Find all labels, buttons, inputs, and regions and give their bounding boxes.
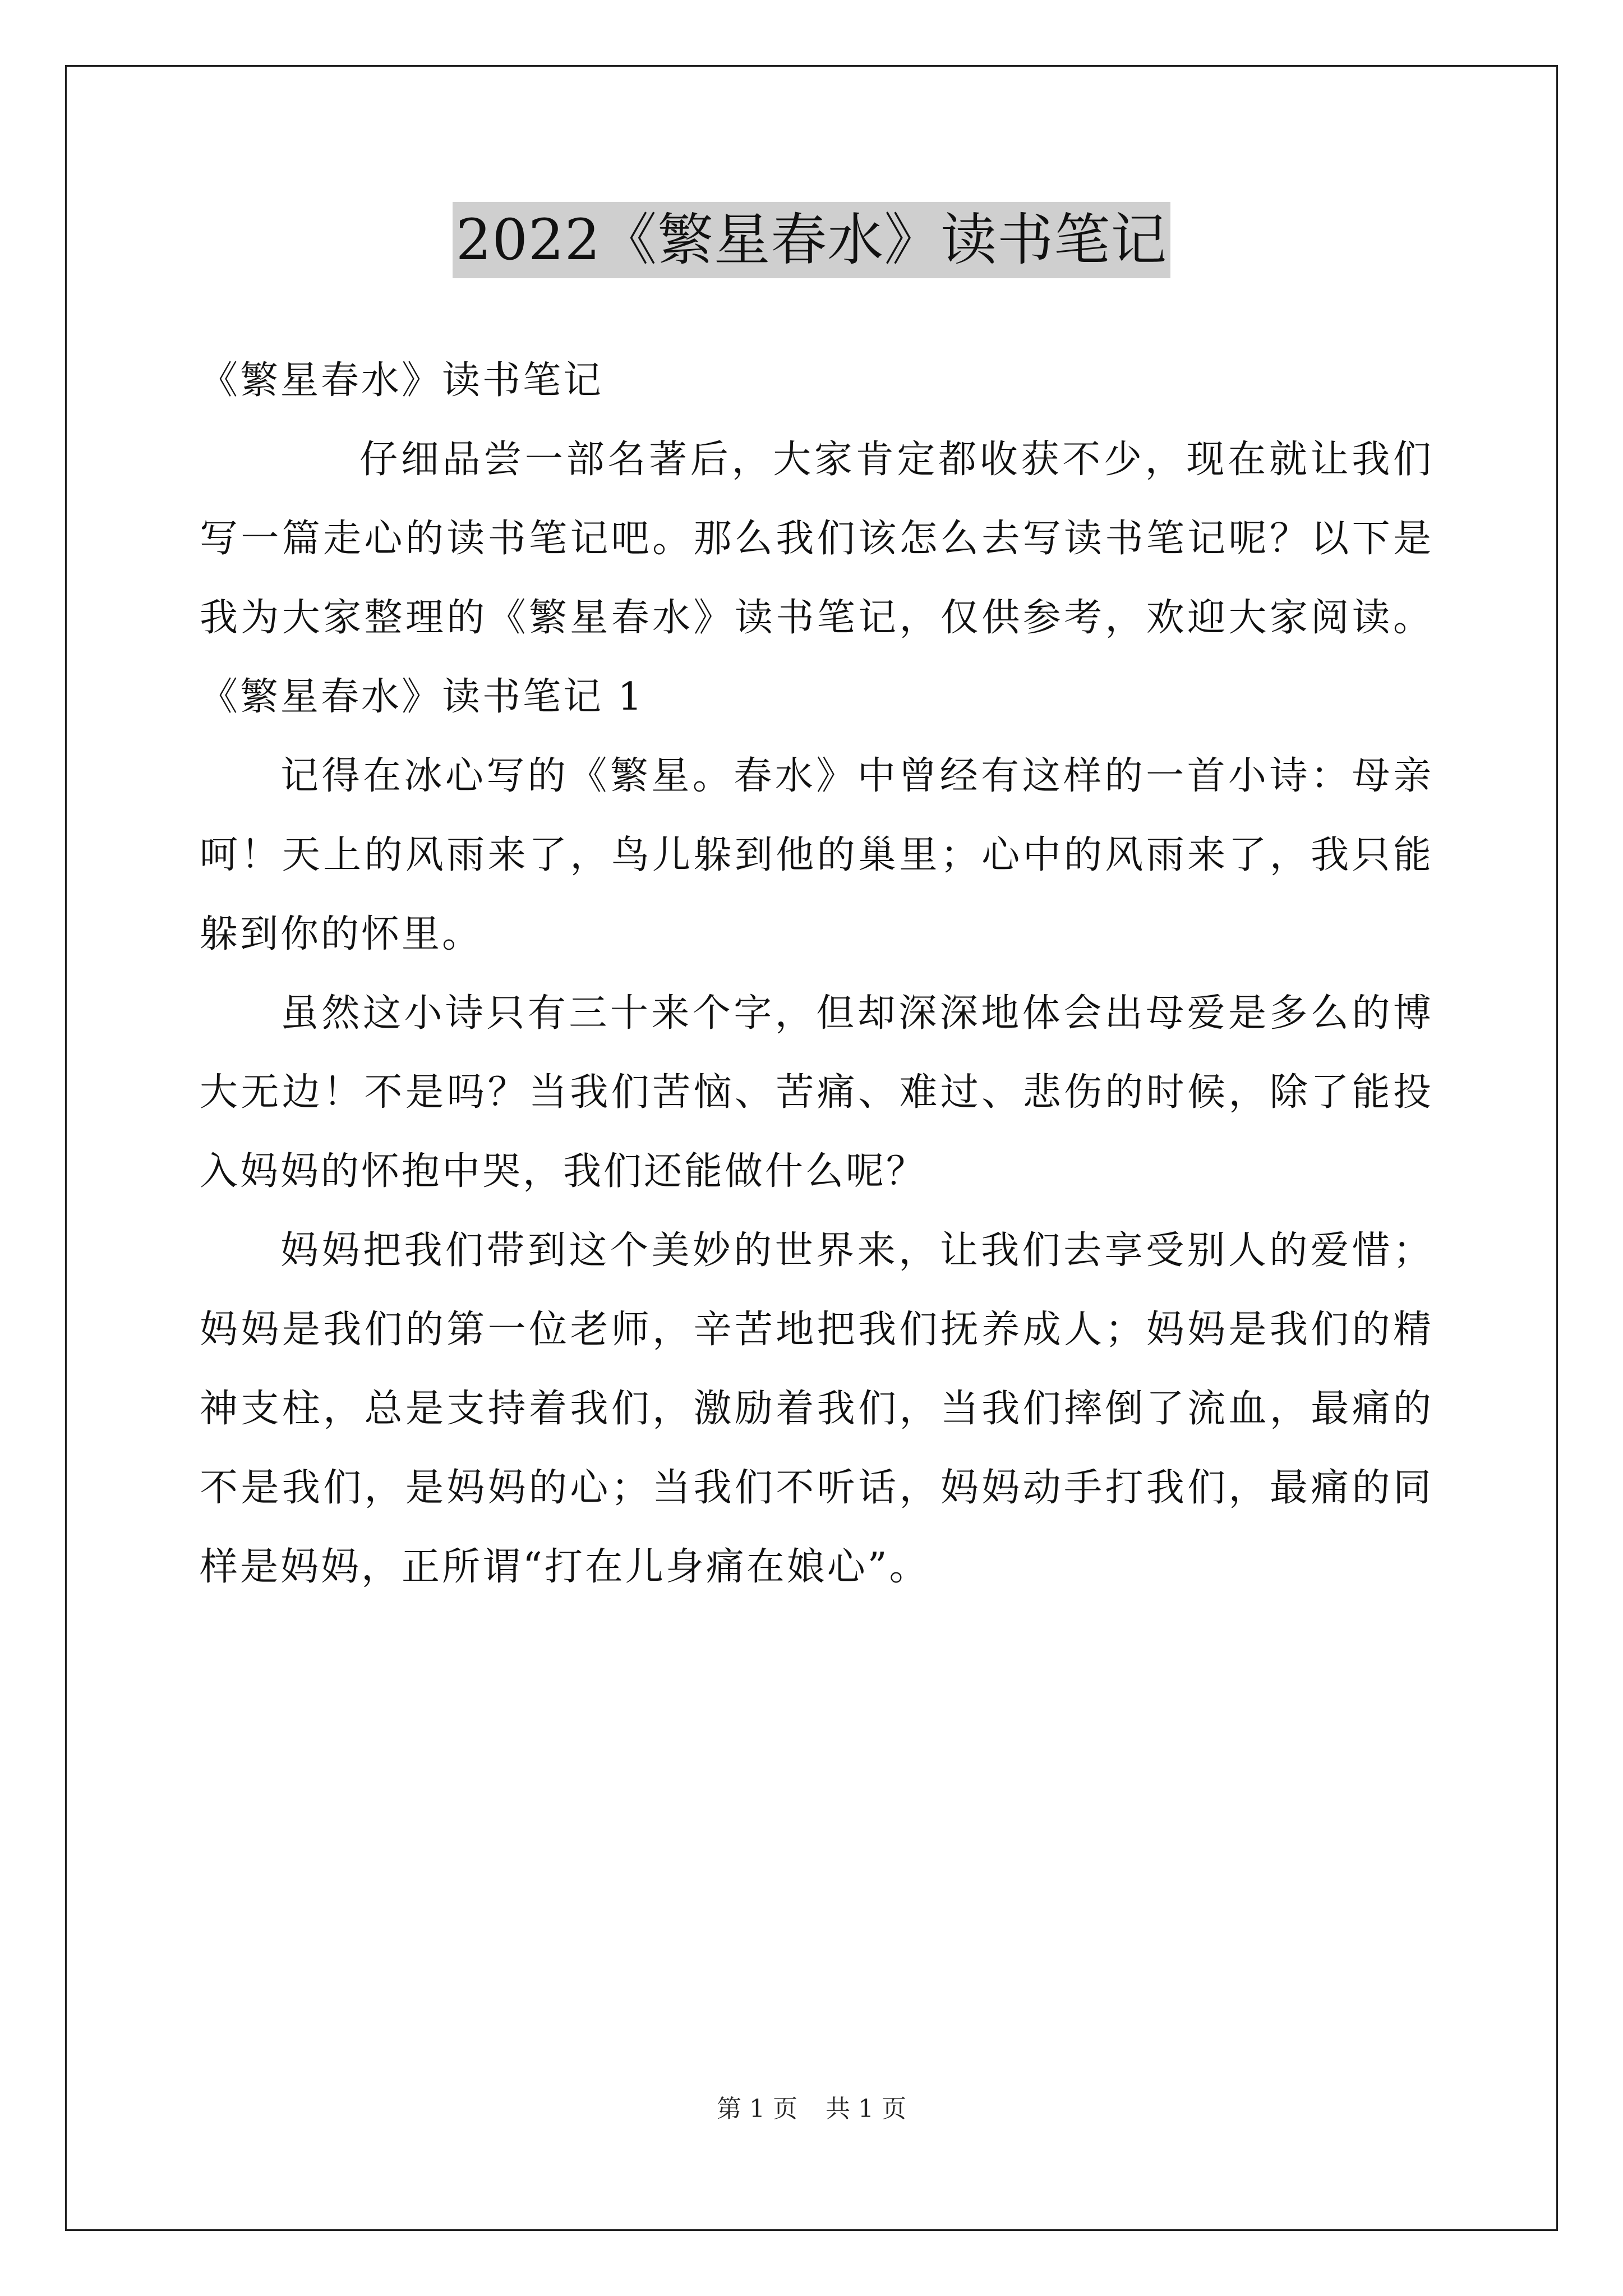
paragraph-line: 神支柱，总是支持着我们，激励着我们，当我们摔倒了流血，最痛的 xyxy=(200,1387,1433,1431)
paragraph-line: 记得在冰心写的《繁星。春水》中曾经有这样的一首小诗：母亲 xyxy=(280,754,1433,798)
paragraph-line: 妈妈是我们的第一位老师，辛苦地把我们抚养成人；妈妈是我们的精 xyxy=(200,1308,1433,1352)
paragraph-line: 我为大家整理的《繁星春水》读书笔记，仅供参考，欢迎大家阅读。 xyxy=(200,596,1433,640)
page-number-total: 共 1 页 xyxy=(826,2095,906,2123)
paragraph-line: 入妈妈的怀抱中哭，我们还能做什么呢？ xyxy=(200,1149,927,1194)
section-heading: 《繁星春水》读书笔记 xyxy=(200,358,604,403)
page-footer xyxy=(0,2092,1623,2126)
paragraph-line: 虽然这小诗只有三十来个字，但却深深地体会出母爱是多么的博 xyxy=(280,991,1433,1036)
title-container xyxy=(0,202,1623,278)
paragraph-line: 妈妈把我们带到这个美妙的世界来，让我们去享受别人的爱惜； xyxy=(280,1228,1433,1273)
document-body xyxy=(200,341,1433,1607)
paragraph-line: 样是妈妈，正所谓“打在儿身痛在娘心”。 xyxy=(200,1545,930,1589)
paragraph-line: 写一篇走心的读书笔记吧。那么我们该怎么去写读书笔记呢？以下是 xyxy=(200,517,1433,561)
page-number-current: 第 1 页 xyxy=(717,2095,797,2123)
paragraph-line: 呵！天上的风雨来了，鸟儿躲到他的巢里；心中的风雨来了，我只能 xyxy=(200,833,1433,877)
paragraph-line: 躲到你的怀里。 xyxy=(200,912,483,956)
paragraph-line: 不是我们，是妈妈的心；当我们不听话，妈妈动手打我们，最痛的同 xyxy=(200,1466,1433,1510)
paragraph-line: 仔细品尝一部名著后，大家肯定都收获不少，现在就让我们 xyxy=(359,438,1433,482)
section-heading: 《繁星春水》读书笔记 1 xyxy=(200,675,644,719)
paragraph-line: 大无边！不是吗？当我们苦恼、苦痛、难过、悲伤的时候，除了能投 xyxy=(200,1070,1433,1115)
document-title: 2022《繁星春水》读书笔记 xyxy=(453,202,1171,278)
